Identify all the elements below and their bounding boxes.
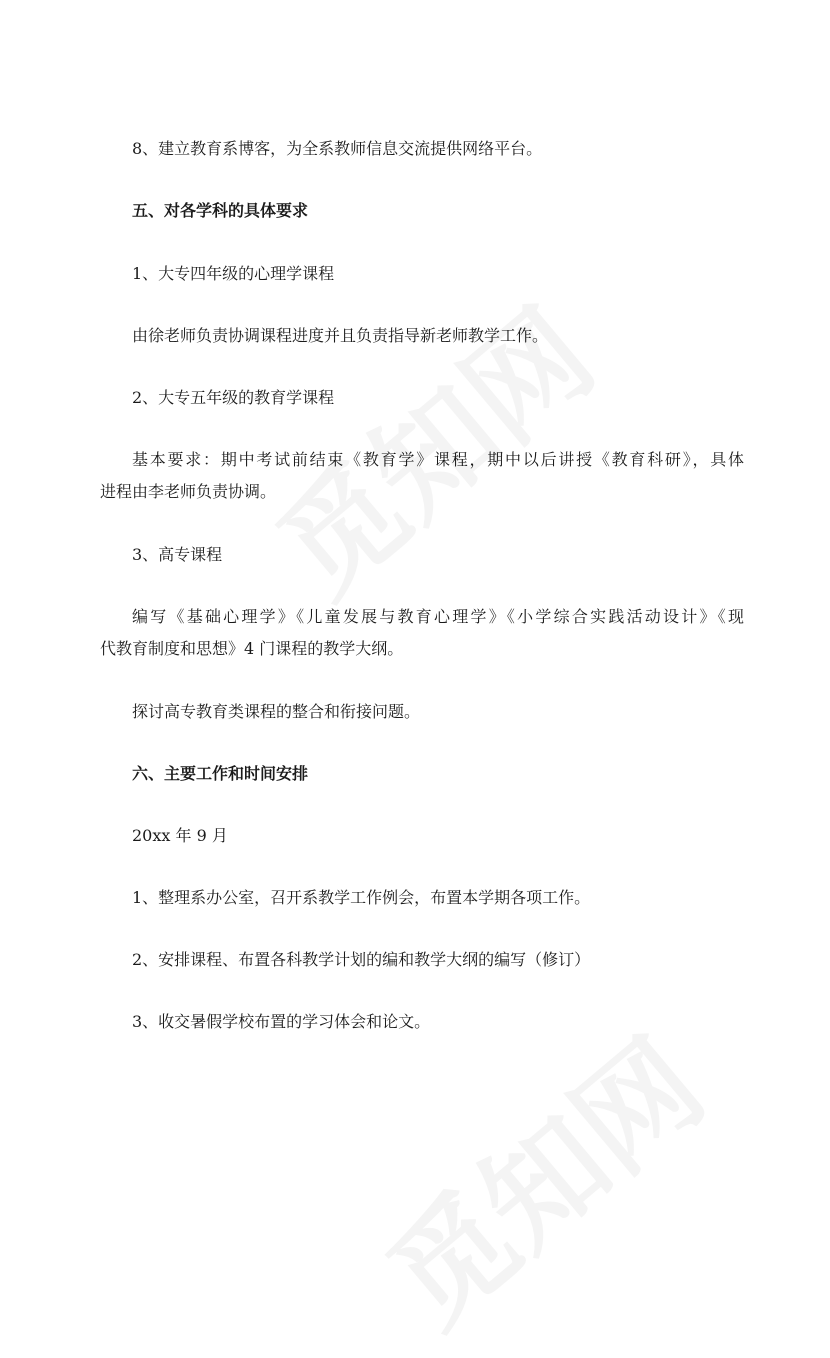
month-label: 20xx 年 9 月 <box>132 826 228 845</box>
subsection-1-body: 由徐老师负责协调课程进度并且负责指导新老师教学工作。 <box>132 326 549 345</box>
subsection-2-body <box>100 444 744 508</box>
task-3: 3、收交暑假学校布置的学习体会和论文。 <box>132 1012 431 1031</box>
subsection-3-body <box>100 601 744 665</box>
subsection-3-heading: 3、高专课程 <box>132 545 223 564</box>
subsection-3-body-2: 探讨高专教育类课程的整合和衔接问题。 <box>132 702 421 721</box>
subsection-2-body-line-2: 进程由李老师负责协调。 <box>100 482 277 501</box>
subsection-1-heading: 1、大专四年级的心理学课程 <box>132 264 335 283</box>
item-8-blog: 8、建立教育系博客，为全系教师信息交流提供网络平台。 <box>132 139 543 158</box>
task-1: 1、整理系办公室，召开系教学工作例会，布置本学期各项工作。 <box>132 888 591 907</box>
subsection-2-body-line-1: 基本要求：期中考试前结束《教育学》课程，期中以后讲授《教育科研》，具体 <box>132 450 744 469</box>
task-2: 2、安排课程、布置各科教学计划的编和教学大纲的编写（修订） <box>132 950 591 969</box>
section-6-heading: 六、主要工作和时间安排 <box>132 764 309 783</box>
subsection-2-heading: 2、大专五年级的教育学课程 <box>132 388 335 407</box>
subsection-3-body-line-2: 代教育制度和思想》4 门课程的教学大纲。 <box>100 639 404 658</box>
watermark-bottom <box>347 994 733 1357</box>
section-5-heading: 五、对各学科的具体要求 <box>132 201 309 220</box>
subsection-3-body-line-1: 编写《基础心理学》《儿童发展与教育心理学》《小学综合实践活动设计》《现 <box>132 607 744 626</box>
